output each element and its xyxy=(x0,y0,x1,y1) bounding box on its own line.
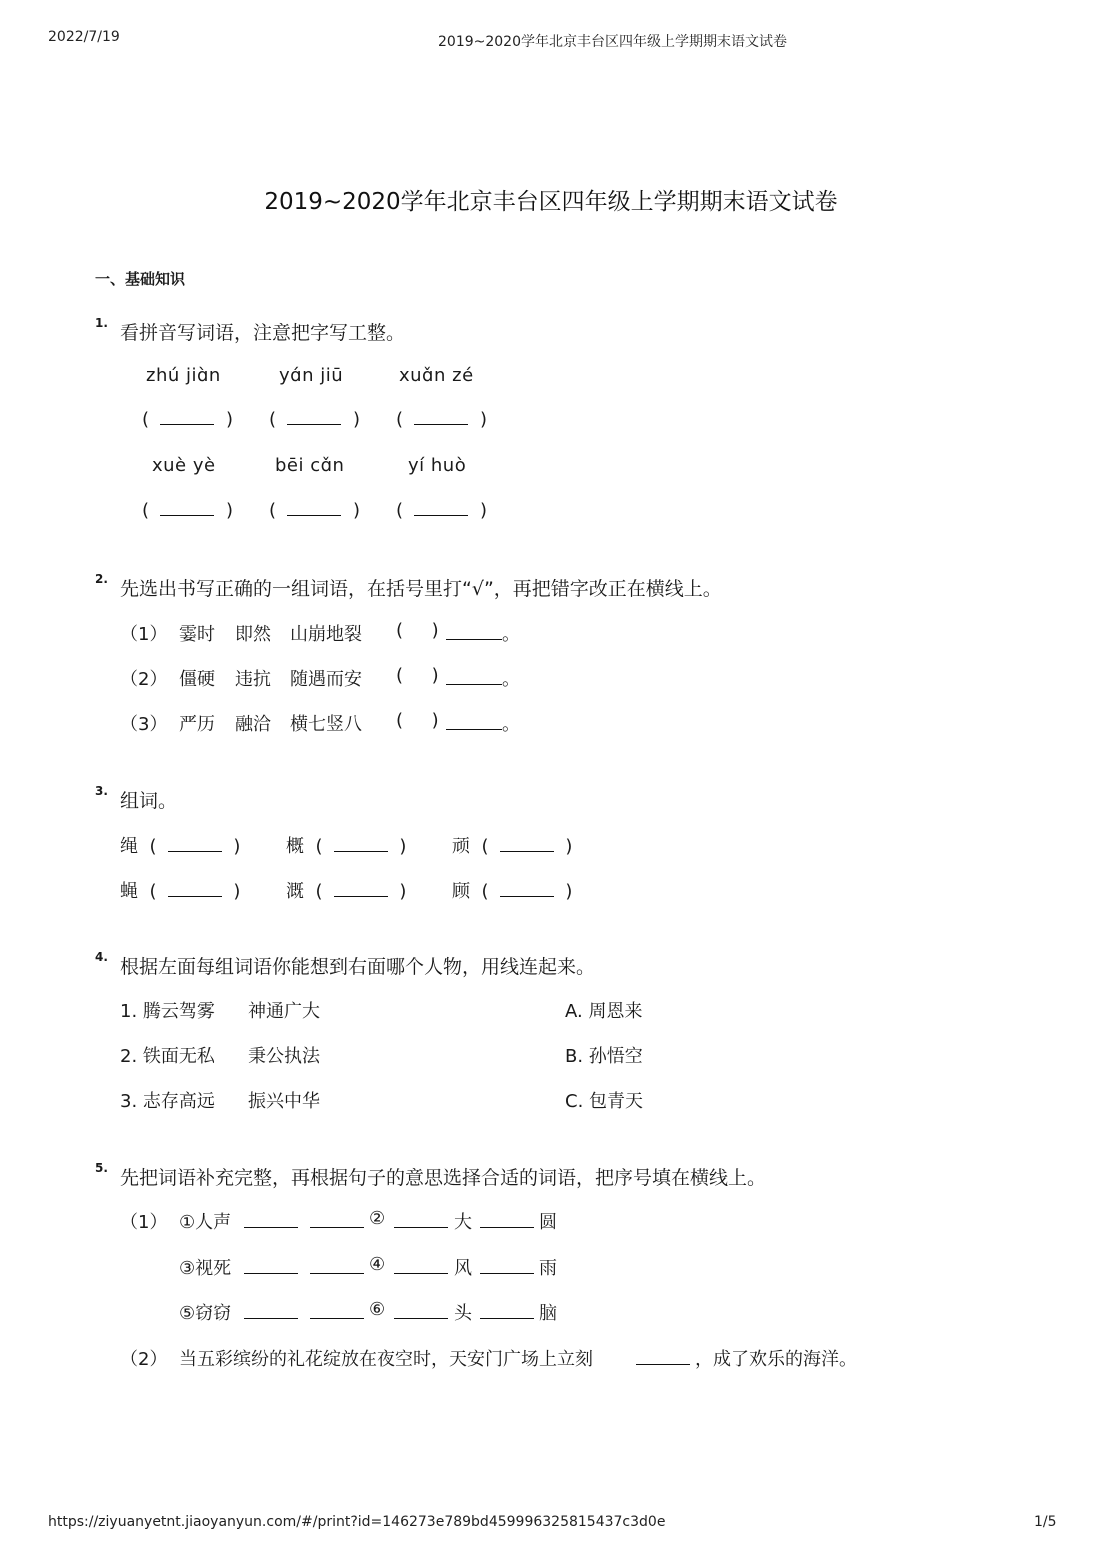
answer-blank[interactable] xyxy=(168,882,222,897)
question-text: 根据左面每组词语你能想到右面哪个人物，用线连起来。 xyxy=(120,956,596,978)
match-left-a: 3. 志存高远 xyxy=(120,1091,215,1112)
question-number: 2. xyxy=(95,572,108,586)
answer-blank[interactable] xyxy=(500,882,554,897)
check-paren[interactable]: ( ) xyxy=(396,665,439,686)
answer-blank[interactable] xyxy=(394,1304,448,1319)
answer-blank[interactable] xyxy=(334,882,388,897)
answer-blank[interactable] xyxy=(310,1304,364,1319)
idiom-char: 大 xyxy=(454,1212,472,1233)
match-left-b: 振兴中华 xyxy=(248,1091,320,1112)
answer-blank[interactable] xyxy=(480,1304,534,1319)
word: 严历 xyxy=(179,714,215,735)
word-group-item xyxy=(286,832,406,858)
print-date: 2022/7/19 xyxy=(48,29,120,45)
item-label: （1） xyxy=(120,1212,168,1233)
item-label: （3） xyxy=(120,714,168,735)
answer-slot xyxy=(142,500,233,521)
close-paren: ) xyxy=(352,409,360,430)
char: 蝇 xyxy=(120,881,138,902)
answer-slot xyxy=(142,409,233,430)
word-group-item xyxy=(452,832,572,858)
close-paren: ) xyxy=(233,881,241,902)
word-group-item xyxy=(120,877,240,903)
answer-blank[interactable] xyxy=(310,1259,364,1274)
word: 山崩地裂 xyxy=(290,624,362,645)
sentence-part: 当五彩缤纷的礼花绽放在夜空时，天安门广场上立刻 xyxy=(179,1349,593,1370)
match-left-a: 2. 铁面无私 xyxy=(120,1046,215,1067)
open-paren: ( xyxy=(269,409,277,430)
open-paren: ( xyxy=(149,836,157,857)
answer-blank[interactable] xyxy=(244,1259,298,1274)
check-paren[interactable]: ( ) xyxy=(396,620,439,641)
period: 。 xyxy=(502,669,520,690)
page-title: 2019~2020学年北京丰台区四年级上学期期末语文试卷 xyxy=(264,189,838,215)
answer-blank[interactable] xyxy=(244,1213,298,1228)
item-label: （2） xyxy=(120,1349,168,1370)
close-paren: ) xyxy=(479,500,487,521)
page-url[interactable]: https://ziyuanyetnt.jiaoyanyun.com/#/print?id=146273e789bd459996325815437c3d0e xyxy=(48,1514,666,1530)
word: 随遇而安 xyxy=(290,669,362,690)
idiom-char: 头 xyxy=(454,1303,472,1324)
q2-item xyxy=(120,665,167,691)
close-paren: ) xyxy=(225,409,233,430)
answer-blank[interactable] xyxy=(334,837,388,852)
print-header-title: 2019~2020学年北京丰台区四年级上学期期末语文试卷 xyxy=(438,34,787,50)
char: 绳 xyxy=(120,836,138,857)
close-paren: ) xyxy=(479,409,487,430)
open-paren: ( xyxy=(269,500,277,521)
match-left-a: 1. 腾云驾雾 xyxy=(120,1001,215,1022)
open-paren: ( xyxy=(481,881,489,902)
open-paren: ( xyxy=(315,836,323,857)
idiom-char: 圆 xyxy=(539,1212,557,1233)
answer-slot xyxy=(269,409,360,430)
open-paren: ( xyxy=(149,881,157,902)
close-paren: ) xyxy=(233,836,241,857)
match-left-b: 神通广大 xyxy=(248,1001,320,1022)
question-number: 4. xyxy=(95,950,108,964)
answer-blank[interactable] xyxy=(500,837,554,852)
answer-blank[interactable] xyxy=(287,410,341,425)
q2-item xyxy=(120,710,167,736)
pinyin: yí huò xyxy=(408,455,467,476)
question-number: 5. xyxy=(95,1161,108,1175)
answer-slot xyxy=(269,500,360,521)
idiom-char: 风 xyxy=(454,1258,472,1279)
word-group-item xyxy=(120,832,240,858)
question-text: 先把词语补充完整，再根据句子的意思选择合适的词语，把序号填在横线上。 xyxy=(120,1167,767,1189)
char: 概 xyxy=(286,836,304,857)
open-paren: ( xyxy=(142,500,150,521)
correction-slot xyxy=(446,665,520,691)
q2-item xyxy=(120,620,167,646)
answer-blank[interactable] xyxy=(446,625,502,640)
answer-blank[interactable] xyxy=(160,410,214,425)
question-text: 组词。 xyxy=(120,790,178,812)
pinyin: xuè yè xyxy=(152,455,216,476)
period: 。 xyxy=(502,624,520,645)
match-right: A. 周恩来 xyxy=(565,1001,643,1022)
close-paren: ) xyxy=(399,836,407,857)
answer-blank[interactable] xyxy=(636,1350,690,1365)
period: 。 xyxy=(502,714,520,735)
correction-slot xyxy=(446,710,520,736)
idiom-char: 雨 xyxy=(539,1258,557,1279)
answer-blank[interactable] xyxy=(414,410,468,425)
correction-slot xyxy=(446,620,520,646)
word-group-item xyxy=(286,877,406,903)
pinyin: bēi cɑ̌n xyxy=(275,455,345,476)
question-number: 3. xyxy=(95,784,108,798)
idiom-start: ⑤窃窃 xyxy=(179,1303,232,1324)
sentence-part: ，成了欢乐的海洋。 xyxy=(695,1349,857,1370)
match-left-b: 秉公执法 xyxy=(248,1046,320,1067)
word: 即然 xyxy=(235,624,271,645)
section-heading: 一、基础知识 xyxy=(95,270,186,288)
close-paren: ) xyxy=(225,500,233,521)
answer-blank[interactable] xyxy=(160,501,214,516)
pinyin: xuɑ̌n zé xyxy=(399,365,474,386)
check-paren[interactable]: ( ) xyxy=(396,710,439,731)
open-paren: ( xyxy=(396,500,404,521)
answer-blank[interactable] xyxy=(287,501,341,516)
open-paren: ( xyxy=(142,409,150,430)
word: 横七竖八 xyxy=(290,714,362,735)
item-label: （2） xyxy=(120,669,168,690)
idiom-start: ⑥ xyxy=(369,1299,386,1320)
answer-blank[interactable] xyxy=(310,1213,364,1228)
word-group-item xyxy=(452,877,572,903)
close-paren: ) xyxy=(399,881,407,902)
answer-blank[interactable] xyxy=(480,1213,534,1228)
answer-slot xyxy=(396,409,487,430)
answer-blank[interactable] xyxy=(414,501,468,516)
answer-blank[interactable] xyxy=(244,1304,298,1319)
question-text: 看拼音写词语，注意把字写工整。 xyxy=(120,322,406,344)
char: 顽 xyxy=(452,836,470,857)
idiom-start: ③视死 xyxy=(179,1258,232,1279)
close-paren: ) xyxy=(565,836,573,857)
answer-blank[interactable] xyxy=(480,1259,534,1274)
open-paren: ( xyxy=(481,836,489,857)
idiom-start: ② xyxy=(369,1208,386,1229)
answer-blank[interactable] xyxy=(446,715,502,730)
idiom-char: 脑 xyxy=(539,1303,557,1324)
answer-blank[interactable] xyxy=(446,670,502,685)
answer-blank[interactable] xyxy=(394,1213,448,1228)
char: 溉 xyxy=(286,881,304,902)
item-label: （1） xyxy=(120,624,168,645)
word: 霎时 xyxy=(179,624,215,645)
answer-blank[interactable] xyxy=(168,837,222,852)
answer-blank[interactable] xyxy=(394,1259,448,1274)
char: 顾 xyxy=(452,881,470,902)
answer-slot xyxy=(396,500,487,521)
word: 融洽 xyxy=(235,714,271,735)
page-number: 1/5 xyxy=(1034,1514,1057,1530)
close-paren: ) xyxy=(565,881,573,902)
pinyin: zhú jiɑ̀n xyxy=(146,365,221,386)
close-paren: ) xyxy=(352,500,360,521)
pinyin: yɑ́n jiū xyxy=(279,365,344,386)
open-paren: ( xyxy=(315,881,323,902)
open-paren: ( xyxy=(396,409,404,430)
word: 违抗 xyxy=(235,669,271,690)
question-text: 先选出书写正确的一组词语，在括号里打“√”，再把错字改正在横线上。 xyxy=(120,578,722,600)
word: 僵硬 xyxy=(179,669,215,690)
question-number: 1. xyxy=(95,316,108,330)
match-right: B. 孙悟空 xyxy=(565,1046,643,1067)
idiom-start: ①人声 xyxy=(179,1212,232,1233)
match-right: C. 包青天 xyxy=(565,1091,644,1112)
idiom-start: ④ xyxy=(369,1254,386,1275)
